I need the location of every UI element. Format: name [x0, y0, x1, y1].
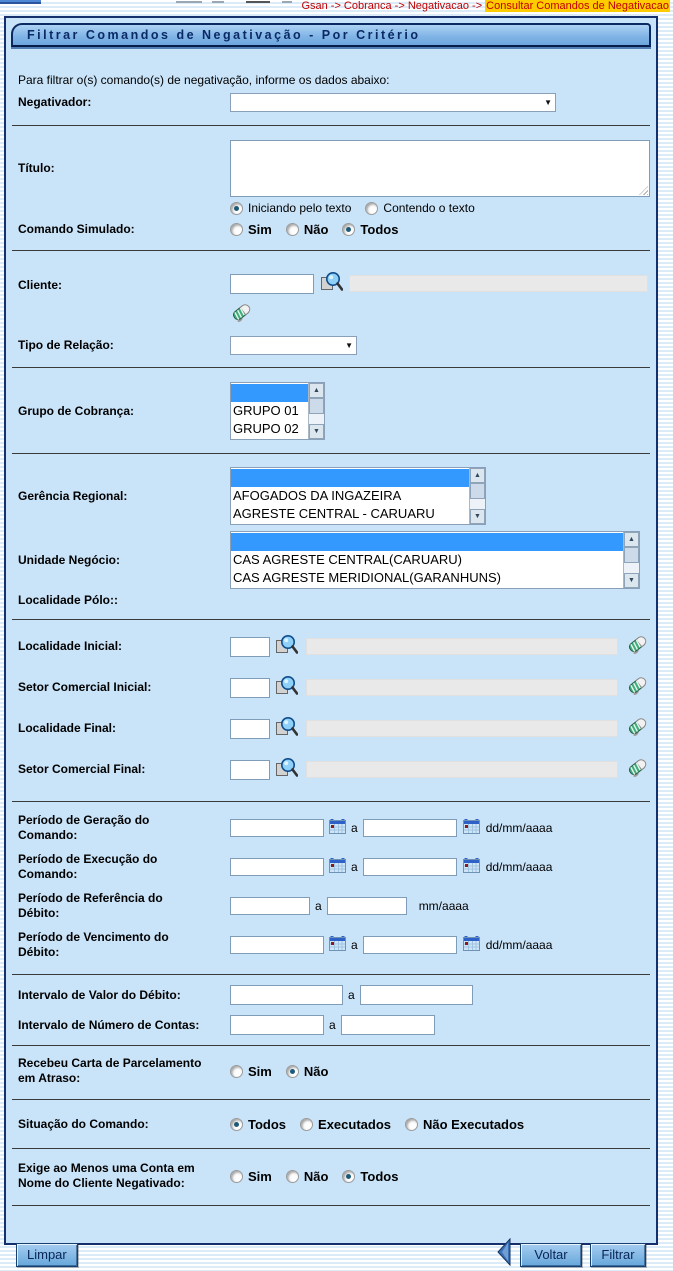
periodo-vencimento-from-input[interactable]	[230, 936, 324, 954]
action-buttons-row	[14, 1238, 648, 1271]
clipped-menu-remnant	[176, 1, 202, 3]
eraser-icon[interactable]	[626, 674, 648, 701]
panel-title-bar	[11, 23, 651, 47]
scrollbar-thumb[interactable]	[309, 398, 324, 414]
section-divider	[12, 1045, 650, 1046]
grupo-cobranca-row	[14, 382, 648, 440]
titulo-match-radiogroup	[230, 201, 489, 215]
scroll-down-icon[interactable]: ▼	[624, 573, 639, 588]
radio-label[interactable]: Todos	[360, 1168, 399, 1184]
list-item[interactable]: GRUPO 01	[233, 403, 299, 418]
radio-label[interactable]: Sim	[248, 1063, 272, 1079]
calendar-icon[interactable]	[463, 935, 480, 956]
intervalo-valor-to-input[interactable]	[360, 985, 473, 1005]
intervalo-contas-from-input[interactable]	[230, 1015, 324, 1035]
localidade-inicial-row	[14, 633, 648, 660]
localidade-final-code-input[interactable]	[230, 719, 270, 739]
intervalo-contas-label: Intervalo de Número de Contas:	[18, 1017, 200, 1032]
tipo-relacao-row	[14, 336, 648, 355]
comando-simulado-row	[14, 222, 648, 237]
setor-comercial-final-row	[14, 756, 648, 783]
list-item[interactable]	[231, 384, 308, 402]
date-format-hint: dd/mm/aaaa	[485, 821, 553, 835]
periodo-execucao-row	[14, 852, 648, 882]
calendar-icon[interactable]	[329, 935, 346, 956]
calendar-icon[interactable]	[329, 857, 346, 878]
section-divider	[12, 619, 650, 620]
gerencia-regional-listbox[interactable]	[230, 467, 486, 525]
range-conjunction: a	[315, 899, 322, 913]
localidade-final-label: Localidade Final:	[18, 721, 117, 735]
exige-conta-label: Exige ao Menos uma Conta em Nome do Cliente Negativado:	[18, 1161, 195, 1190]
radio-sim[interactable]	[230, 1065, 243, 1078]
section-divider	[12, 1205, 650, 1206]
listbox-items	[231, 532, 623, 587]
clipped-browser-tab	[0, 0, 41, 4]
radio-nao[interactable]	[286, 223, 299, 236]
radio-todos[interactable]	[230, 1118, 243, 1131]
range-conjunction: a	[351, 860, 358, 874]
periodo-vencimento-label: Período de Vencimento do Débito:	[18, 930, 169, 959]
titulo-textarea[interactable]	[230, 140, 650, 197]
section-divider	[12, 801, 650, 802]
setor-comercial-final-name-display	[306, 761, 618, 778]
periodo-vencimento-row	[14, 930, 648, 960]
localidade-final-name-display	[306, 720, 618, 737]
cliente-line1	[230, 270, 648, 297]
list-item[interactable]: GRUPO 02	[233, 421, 299, 436]
periodo-referencia-row	[14, 891, 648, 921]
back-arrow-icon[interactable]	[496, 1238, 512, 1271]
section-divider	[12, 453, 650, 454]
situacao-comando-label: Situação do Comando:	[18, 1117, 149, 1131]
section-divider	[12, 1148, 650, 1149]
setor-comercial-inicial-label: Setor Comercial Inicial:	[18, 680, 152, 694]
setor-comercial-inicial-row	[14, 674, 648, 701]
radio-label[interactable]: Executados	[318, 1117, 392, 1132]
localidade-polo-row	[14, 593, 648, 608]
list-item[interactable]	[231, 469, 469, 487]
radio-label[interactable]: Todos	[248, 1117, 287, 1132]
cliente-label: Cliente:	[18, 278, 63, 292]
periodo-geracao-from-input[interactable]	[230, 819, 324, 837]
radio-todos[interactable]	[342, 1170, 355, 1183]
range-conjunction: a	[329, 1018, 336, 1032]
form-content	[6, 73, 656, 1271]
gerencia-regional-label: Gerência Regional:	[18, 488, 128, 503]
scroll-up-icon[interactable]: ▲	[624, 532, 639, 547]
eraser-icon[interactable]	[626, 633, 648, 660]
eraser-icon[interactable]	[230, 301, 252, 328]
gerencia-regional-row	[14, 467, 648, 525]
radio-nao[interactable]	[286, 1065, 299, 1078]
scrollbar-thumb[interactable]	[470, 483, 485, 499]
calendar-icon[interactable]	[463, 857, 480, 878]
periodo-referencia-from-input[interactable]	[230, 897, 310, 915]
voltar-button[interactable]: Voltar	[520, 1243, 582, 1267]
periodo-referencia-label: Período de Referência do Débito:	[18, 891, 163, 920]
scrollbar-thumb[interactable]	[624, 547, 639, 563]
scrollbar[interactable]	[469, 468, 485, 524]
periodo-geracao-label: Período de Geração do Comando:	[18, 813, 150, 842]
range-conjunction: a	[351, 821, 358, 835]
periodo-execucao-from-input[interactable]	[230, 858, 324, 876]
intro-text: Para filtrar o(s) comando(s) de negativação, informe os dados abaixo:	[18, 73, 390, 87]
cliente-row	[14, 270, 648, 328]
grupo-cobranca-listbox[interactable]	[230, 382, 325, 440]
radio-label[interactable]: Sim	[248, 1168, 272, 1184]
page-title: Filtrar Comandos de Negativação - Por Critério	[27, 28, 421, 42]
listbox-items	[231, 468, 469, 523]
intervalo-valor-label: Intervalo de Valor do Débito:	[18, 987, 181, 1002]
radio-label[interactable]: Não	[303, 1063, 329, 1079]
recebeu-carta-row	[14, 1056, 648, 1086]
clipped-menu-remnant	[246, 1, 270, 3]
dropdown-arrow-icon: ▼	[345, 341, 353, 350]
radio-sim[interactable]	[230, 223, 243, 236]
recebeu-carta-label: Recebeu Carta de Parcelamento em Atraso:	[18, 1056, 202, 1085]
radio-label[interactable]: Não	[303, 1168, 329, 1184]
radio-iniciando-pelo-texto[interactable]	[230, 202, 243, 215]
negativador-select[interactable]	[230, 93, 556, 112]
periodo-referencia-to-input[interactable]	[327, 897, 407, 915]
list-item[interactable]: AGRESTE CENTRAL - CARUARU	[233, 506, 435, 521]
periodo-execucao-label: Período de Execução do Comando:	[18, 852, 158, 881]
periodo-vencimento-to-input[interactable]	[363, 936, 457, 954]
date-format-hint: dd/mm/aaaa	[485, 938, 553, 952]
breadcrumb-path[interactable]: Gsan -> Cobranca -> Negativacao ->	[301, 0, 486, 12]
radio-label[interactable]: Todos	[360, 222, 399, 237]
unidade-negocio-row	[14, 531, 648, 589]
exige-conta-row	[14, 1161, 648, 1191]
setor-comercial-final-code-input[interactable]	[230, 760, 270, 780]
eraser-icon[interactable]	[626, 715, 648, 742]
section-divider	[12, 1099, 650, 1100]
date-format-hint: mm/aaaa	[418, 899, 469, 913]
radio-todos[interactable]	[342, 223, 355, 236]
section-divider	[12, 367, 650, 368]
list-item[interactable]: CAS AGRESTE CENTRAL(CARUARU)	[233, 552, 462, 567]
intervalo-contas-to-input[interactable]	[341, 1015, 435, 1035]
intervalo-valor-from-input[interactable]	[230, 985, 343, 1005]
radio-executados[interactable]	[300, 1118, 313, 1131]
intervalo-valor-row	[14, 985, 648, 1005]
section-divider	[12, 125, 650, 126]
situacao-comando-row	[14, 1117, 648, 1132]
situacao-comando-radiogroup	[230, 1117, 538, 1132]
periodo-execucao-to-input[interactable]	[363, 858, 457, 876]
localidade-inicial-code-input[interactable]	[230, 637, 270, 657]
dropdown-arrow-icon: ▼	[544, 98, 552, 107]
setor-comercial-inicial-code-input[interactable]	[230, 678, 270, 698]
grupo-cobranca-label: Grupo de Cobrança:	[18, 403, 135, 418]
clipped-menu-remnant	[282, 1, 292, 3]
periodo-geracao-row	[14, 813, 648, 843]
setor-comercial-final-label: Setor Comercial Final:	[18, 762, 146, 776]
eraser-icon[interactable]	[626, 756, 648, 783]
exige-conta-radiogroup	[230, 1169, 412, 1184]
radio-label[interactable]: Não Executados	[423, 1117, 525, 1132]
radio-label[interactable]: Sim	[248, 222, 272, 237]
localidade-final-row	[14, 715, 648, 742]
search-icon[interactable]	[274, 674, 298, 701]
search-icon[interactable]	[274, 756, 298, 783]
scroll-down-icon[interactable]: ▼	[309, 424, 324, 439]
setor-comercial-inicial-name-display	[306, 679, 618, 696]
breadcrumb	[301, 0, 670, 13]
unidade-negocio-label: Unidade Negócio:	[18, 552, 121, 567]
scrollbar[interactable]	[623, 532, 639, 588]
titulo-label: Título:	[18, 161, 55, 175]
scrollbar[interactable]	[308, 383, 324, 439]
radio-nao[interactable]	[286, 1170, 299, 1183]
list-item[interactable]	[231, 533, 623, 551]
titulo-row	[14, 140, 648, 197]
cliente-line2	[230, 301, 648, 328]
localidade-inicial-label: Localidade Inicial:	[18, 639, 123, 653]
list-item[interactable]: CAS AGRESTE MERIDIONAL(GARANHUNS)	[233, 570, 501, 585]
section-divider	[12, 250, 650, 251]
radio-sim[interactable]	[230, 1170, 243, 1183]
listbox-items	[231, 383, 308, 438]
range-conjunction: a	[348, 988, 355, 1002]
radio-contendo-o-texto[interactable]	[365, 202, 378, 215]
localidade-polo-label: Localidade Pólo::	[18, 593, 119, 607]
scroll-up-icon[interactable]: ▲	[309, 383, 324, 398]
clipped-menu-remnant	[212, 1, 224, 3]
periodo-geracao-to-input[interactable]	[363, 819, 457, 837]
scroll-up-icon[interactable]: ▲	[470, 468, 485, 483]
comando-simulado-label: Comando Simulado:	[18, 222, 135, 236]
calendar-icon[interactable]	[463, 818, 480, 839]
cliente-name-display	[349, 275, 648, 292]
radio-label[interactable]: Contendo o texto	[383, 201, 475, 215]
titulo-match-row	[14, 201, 648, 215]
intervalo-contas-row	[14, 1015, 648, 1035]
localidade-inicial-name-display	[306, 638, 618, 655]
titulo-textarea-wrap	[230, 140, 650, 197]
radio-label[interactable]: Não	[303, 222, 329, 237]
section-divider	[12, 974, 650, 975]
recebeu-carta-radiogroup	[230, 1064, 342, 1079]
date-format-hint: dd/mm/aaaa	[485, 860, 553, 874]
limpar-button[interactable]: Limpar	[16, 1243, 78, 1267]
search-icon[interactable]	[319, 270, 343, 297]
radio-label[interactable]: Iniciando pelo texto	[248, 201, 352, 215]
comando-simulado-radiogroup	[230, 222, 412, 237]
negativador-row	[14, 93, 648, 112]
filtrar-button[interactable]: Filtrar	[590, 1243, 646, 1267]
range-conjunction: a	[351, 938, 358, 952]
search-icon[interactable]	[274, 715, 298, 742]
search-icon[interactable]	[274, 633, 298, 660]
cliente-code-input[interactable]	[230, 274, 314, 294]
filter-form-panel	[4, 16, 658, 1262]
unidade-negocio-listbox[interactable]	[230, 531, 640, 589]
negativador-label: Negativador:	[18, 95, 92, 109]
tipo-relacao-label: Tipo de Relação:	[18, 338, 114, 352]
tipo-relacao-select[interactable]	[230, 336, 357, 355]
radio-nao-executados[interactable]	[405, 1118, 418, 1131]
breadcrumb-current[interactable]: Consultar Comandos de Negativacao	[486, 0, 669, 12]
calendar-icon[interactable]	[329, 818, 346, 839]
scroll-down-icon[interactable]: ▼	[470, 509, 485, 524]
list-item[interactable]: AFOGADOS DA INGAZEIRA	[233, 488, 402, 503]
cliente-controls	[230, 270, 648, 328]
